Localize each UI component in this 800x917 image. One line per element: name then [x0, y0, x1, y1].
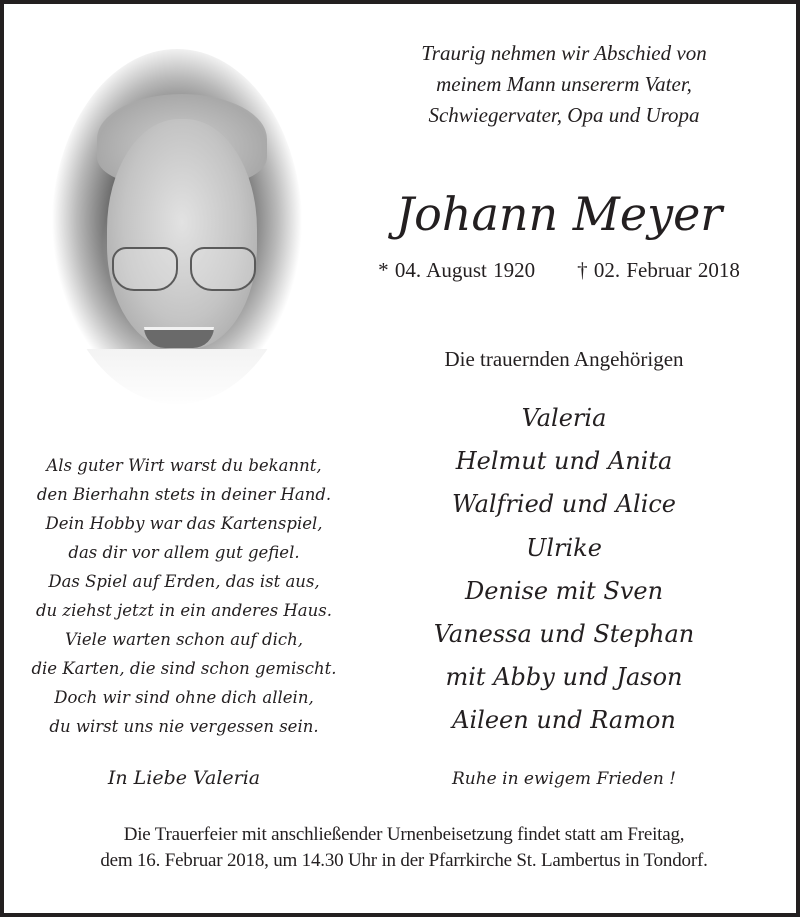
intro-line: Traurig nehmen wir Abschied von — [421, 41, 707, 65]
birth-date: * 04. August 1920 — [378, 258, 536, 282]
mourners-list — [344, 397, 784, 743]
poem-line: du ziehst jetzt in ein anderes Haus. — [35, 601, 332, 620]
mourner-name: Walfried und Alice — [451, 490, 677, 519]
mourner-name: Aileen und Ramon — [452, 706, 676, 735]
blessing-text: Ruhe in ewigem Frieden ! — [451, 769, 676, 789]
deceased-name: Johann Meyer — [395, 187, 723, 241]
poem-line: Als guter Wirt warst du bekannt, — [46, 456, 322, 475]
poem-line: du wirst uns nie vergessen sein. — [49, 717, 319, 736]
photo-smile — [144, 327, 214, 348]
funeral-details-line: Die Trauerfeier mit anschließender Urnenbeisetzung findet statt am Freitag, — [123, 824, 685, 845]
poem-line: Dein Hobby war das Kartenspiel, — [45, 514, 323, 533]
mourner-name: mit Abby und Jason — [445, 663, 683, 692]
mourner-name: Helmut und Anita — [455, 447, 673, 476]
life-dates — [334, 255, 784, 285]
funeral-details-line: dem 16. Februar 2018, um 14.30 Uhr in der Pfarrkirche St. Lambertus in Tondorf. — [100, 850, 708, 871]
intro-text — [344, 38, 784, 131]
poem-line: Doch wir sind ohne dich allein, — [54, 688, 314, 707]
mourner-name: Valeria — [521, 404, 607, 432]
photo-shirt — [52, 349, 302, 404]
funeral-details — [24, 822, 784, 874]
mourner-name: Ulrike — [526, 533, 602, 562]
photo-glasses-right — [190, 247, 256, 291]
poem — [24, 451, 344, 741]
death-date: † 02. Februar 2018 — [577, 258, 740, 282]
photo-face — [107, 119, 257, 349]
poem-line: den Bierhahn stets in deiner Hand. — [36, 485, 332, 504]
intro-line: Schwiegervater, Opa und Uropa — [428, 103, 700, 127]
photo-glasses-left — [112, 247, 178, 291]
intro-line: meinem Mann unsererm Vater, — [436, 72, 692, 96]
mourners-heading: Die trauernden Angehörigen — [444, 347, 684, 371]
poem-line: das dir vor allem gut gefiel. — [68, 543, 300, 562]
poem-line: Das Spiel auf Erden, das ist aus, — [48, 572, 320, 591]
mourner-name: Vanessa und Stephan — [433, 620, 695, 649]
portrait-photo — [52, 49, 302, 404]
poem-line: Viele warten schon auf dich, — [65, 630, 303, 649]
poem-signature: In Liebe Valeria — [107, 767, 261, 789]
poem-line: die Karten, die sind schon gemischt. — [31, 659, 337, 678]
mourner-name: Denise mit Sven — [464, 576, 664, 605]
